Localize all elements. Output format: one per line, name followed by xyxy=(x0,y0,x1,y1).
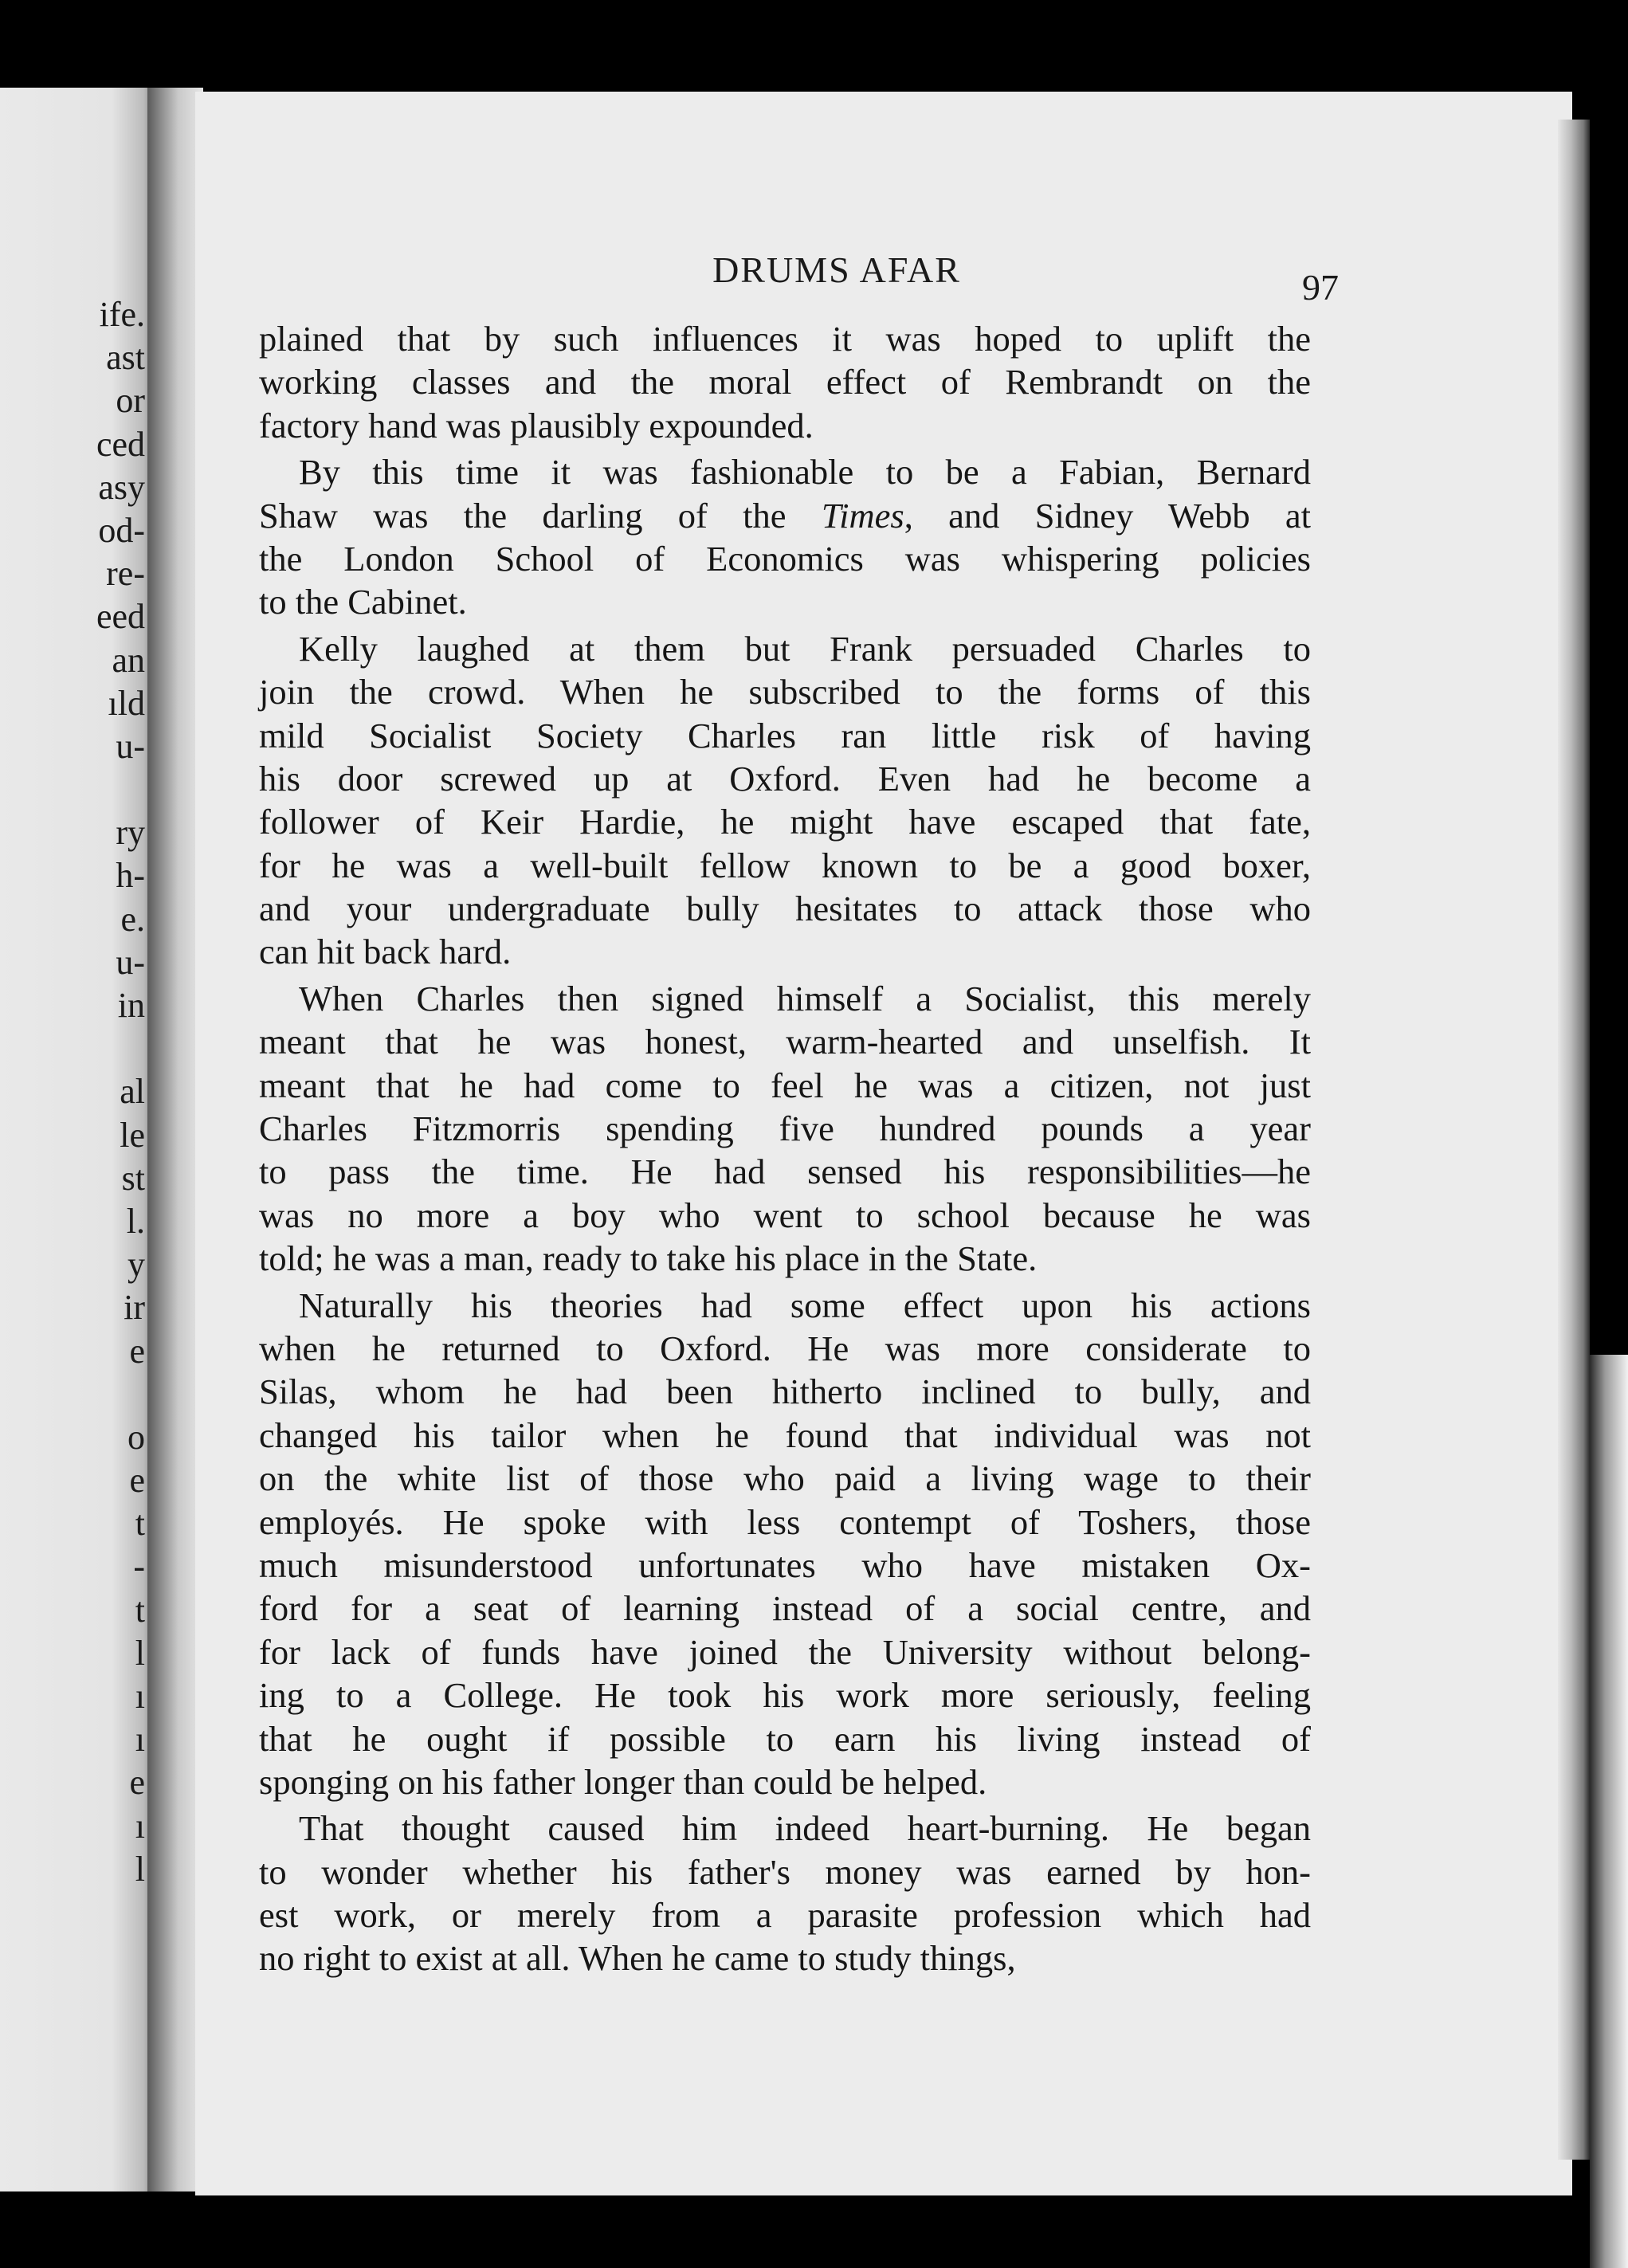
previous-page-fragment: ı xyxy=(135,1677,145,1716)
previous-page-fragment: e xyxy=(129,1461,145,1501)
text-line: his door screwed up at Oxford. Even had he become a xyxy=(259,758,1311,799)
previous-page-fragment: e xyxy=(129,1331,145,1371)
text-line: Shaw was the darling of the Times, and Sidney Webb at xyxy=(259,495,1311,536)
previous-page-fragment: re- xyxy=(106,554,145,594)
paragraph xyxy=(259,1284,1311,1804)
text-line: ford for a seat of learning instead of a social centre, and xyxy=(259,1588,1311,1629)
text-line: ing to a College. He took his work more seriously, feeling xyxy=(259,1675,1311,1716)
text-line: much misunderstood unfortunates who have mistaken Ox- xyxy=(259,1544,1311,1585)
text-line: That thought caused him indeed heart-burning. He began xyxy=(299,1808,1311,1849)
previous-page-fragment: u- xyxy=(116,726,145,766)
previous-page-fragment: e. xyxy=(120,899,145,939)
previous-page-fragment: ı xyxy=(135,1806,145,1846)
previous-page-fragment: u- xyxy=(116,942,145,982)
text-line: Kelly laughed at them but Frank persuaded Charles to xyxy=(299,628,1311,669)
text-line: was no more a boy who went to school because he was xyxy=(259,1195,1311,1235)
paragraph xyxy=(259,977,1311,1281)
text-line: told; he was a man, ready to take his place in the State. xyxy=(259,1238,1038,1279)
text-line: changed his tailor when he found that individual was not xyxy=(259,1415,1311,1455)
text-line: to pass the time. He had sensed his responsibilities—he xyxy=(259,1152,1311,1192)
text-line: plained that by such influences it was hoped to uplift the xyxy=(259,319,1311,359)
previous-page-fragment: al xyxy=(120,1072,145,1112)
body-text xyxy=(259,317,1311,1980)
running-head: DRUMS AFAR xyxy=(712,249,961,290)
previous-page-fragment: l. xyxy=(126,1201,145,1241)
previous-page-fragment: t xyxy=(135,1590,145,1630)
previous-page-fragment: e xyxy=(129,1763,145,1803)
text-line: to the Cabinet. xyxy=(259,582,467,622)
page-edge-shadow xyxy=(1558,120,1590,2160)
text-line: the London School of Economics was whispering policies xyxy=(259,538,1311,579)
page-edge-highlight xyxy=(1590,1355,1628,2268)
text-line: Charles Fitzmorris spending five hundred pounds a year xyxy=(259,1108,1311,1149)
previous-page-fragment: ry xyxy=(116,813,145,853)
text-line: for lack of funds have joined the University without belong- xyxy=(259,1631,1311,1672)
previous-page-fragment: ir xyxy=(124,1288,145,1328)
previous-page-fragment: t xyxy=(135,1504,145,1544)
previous-page-fragment xyxy=(96,1373,145,1416)
text-line: Naturally his theories had some effect upon his actions xyxy=(299,1285,1311,1325)
text-line: est work, or merely from a parasite profession which had xyxy=(259,1895,1311,1936)
previous-page-fragment: ced xyxy=(96,424,145,464)
previous-page-fragment: o xyxy=(127,1417,145,1457)
previous-page-fragment: y xyxy=(127,1245,145,1285)
previous-page-fragment: l xyxy=(135,1849,145,1889)
text-line: sponging on his father longer than could be helped. xyxy=(259,1761,987,1802)
previous-page-fragment: h- xyxy=(116,856,145,896)
text-line: on the white list of those who paid a living wage to their xyxy=(259,1458,1311,1499)
text-line: meant that he had come to feel he was a citizen, not just xyxy=(259,1065,1311,1105)
text-line: when he returned to Oxford. He was more considerate to xyxy=(259,1328,1311,1368)
previous-page-text-fragments xyxy=(96,293,145,1891)
previous-page-fragment xyxy=(96,1027,145,1070)
text-line: Silas, whom he had been hitherto inclined to bully, and xyxy=(259,1371,1311,1412)
text-line: employés. He spoke with less contempt of Toshers, those xyxy=(259,1501,1311,1542)
previous-page-fragment xyxy=(96,768,145,811)
text-line: and your undergraduate bully hesitates to attack those who xyxy=(259,889,1311,929)
paragraph xyxy=(259,627,1311,974)
previous-page-fragment: or xyxy=(116,381,145,421)
previous-page-fragment: st xyxy=(121,1158,145,1198)
text-line: to wonder whether his father's money was earned by hon- xyxy=(259,1851,1311,1892)
text-line: can hit back hard. xyxy=(259,932,512,972)
text-line: that he ought if possible to earn his living instead of xyxy=(259,1718,1311,1759)
previous-page-fragment: od- xyxy=(98,510,145,550)
previous-page-fragment: ıld xyxy=(108,683,145,723)
previous-page-sliver xyxy=(0,88,159,2191)
page-number: 97 xyxy=(1302,267,1339,308)
text-line: When Charles then signed himself a Socialist, this merely xyxy=(299,978,1311,1018)
previous-page-fragment: eed xyxy=(96,597,145,637)
previous-page-fragment: ast xyxy=(106,338,145,378)
text-line: for he was a well-built fellow known to be a good boxer, xyxy=(259,845,1311,885)
text-line: mild Socialist Society Charles ran little risk of having xyxy=(259,715,1311,755)
paragraph xyxy=(259,1807,1311,1980)
text-line: follower of Keir Hardie, he might have escaped that fate, xyxy=(259,802,1311,842)
previous-page-fragment: l xyxy=(135,1633,145,1673)
previous-page-fragment: an xyxy=(112,640,145,680)
text-line: join the crowd. When he subscribed to the forms of this xyxy=(259,672,1311,712)
previous-page-fragment: - xyxy=(133,1547,145,1587)
previous-page-fragment: le xyxy=(120,1115,145,1155)
previous-page-fragment: in xyxy=(117,986,145,1025)
previous-page-fragment: asy xyxy=(98,467,145,507)
previous-page-fragment: ife. xyxy=(99,295,145,334)
text-line: working classes and the moral effect of Rembrandt on the xyxy=(259,362,1311,402)
text-line: no right to exist at all. When he came to study things, xyxy=(259,1938,1016,1979)
text-line: By this time it was fashionable to be a Fabian, Bernard xyxy=(299,452,1311,492)
previous-page-fragment: ı xyxy=(135,1720,145,1760)
text-line: factory hand was plausibly expounded. xyxy=(259,405,814,445)
text-line: meant that he was honest, warm-hearted and unselfish. It xyxy=(259,1022,1311,1062)
paragraph xyxy=(259,450,1311,624)
paragraph xyxy=(259,317,1311,447)
